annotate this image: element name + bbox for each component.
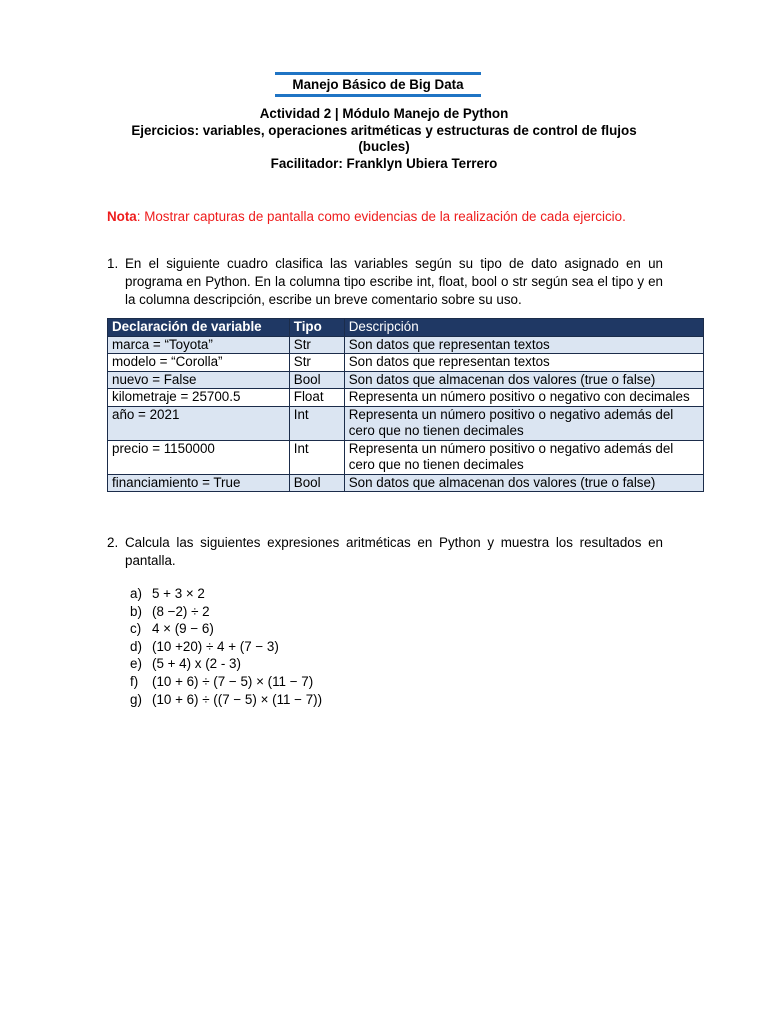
cell-declaration: marca = “Toyota” bbox=[108, 336, 290, 354]
table-row bbox=[108, 406, 704, 440]
column-header-declaration: Declaración de variable bbox=[108, 319, 290, 337]
table-header-row bbox=[108, 319, 704, 337]
cell-declaration: financiamiento = True bbox=[108, 474, 290, 492]
cell-descripcion: Son datos que almacenan dos valores (true o false) bbox=[344, 474, 703, 492]
cell-declaration: kilometraje = 25700.5 bbox=[108, 389, 290, 407]
cell-descripcion: Son datos que representan textos bbox=[344, 336, 703, 354]
expression-label: g) bbox=[130, 691, 142, 707]
expression-label: a) bbox=[130, 586, 142, 601]
question-2-number: 2. bbox=[107, 535, 119, 550]
cell-tipo: Int bbox=[289, 440, 344, 474]
list-item bbox=[130, 585, 530, 603]
question-1-text: En el siguiente cuadro clasifica las variables según su tipo de dato asignado en un programa en Python. En la columna tipo escribe int, float, bool o str según sea el tipo y en la columna descripción, escribe un breve comentario sobre su uso. bbox=[125, 256, 663, 307]
table-row bbox=[108, 474, 704, 492]
table-row bbox=[108, 336, 704, 354]
cell-descripcion: Representa un número positivo o negativo con decimales bbox=[344, 389, 703, 407]
facilitator-line: Facilitador: Franklyn Ubiera Terrero bbox=[270, 155, 498, 171]
expression-list bbox=[130, 585, 530, 708]
cell-tipo: Bool bbox=[289, 371, 344, 389]
expression-label: c) bbox=[130, 621, 142, 637]
note-text: : Mostrar capturas de pantalla como evidencias de la realización de cada ejercicio. bbox=[136, 209, 626, 224]
expression-text: (8 −2) ÷ 2 bbox=[152, 603, 210, 619]
activity-header bbox=[100, 106, 668, 172]
expression-text: (10 + 6) ÷ ((7 − 5) × (11 − 7)) bbox=[152, 691, 323, 707]
exercises-subtitle-cont: (bucles) bbox=[358, 139, 410, 154]
expression-label: f) bbox=[130, 673, 139, 689]
expression-text: 4 × (9 − 6) bbox=[152, 621, 214, 637]
exercises-subtitle: Ejercicios: variables, operaciones aritméticas y estructuras de control de flujos bbox=[131, 122, 637, 138]
cell-declaration: modelo = “Corolla” bbox=[108, 354, 290, 372]
column-header-descripcion: Descripción bbox=[344, 319, 703, 337]
note-label: Nota bbox=[107, 209, 137, 224]
note-paragraph bbox=[107, 208, 707, 225]
cell-descripcion: Representa un número positivo o negativo además del cero que no tienen decimales bbox=[344, 406, 703, 440]
question-2 bbox=[107, 534, 663, 570]
variables-table bbox=[107, 318, 704, 492]
cell-tipo: Str bbox=[289, 354, 344, 372]
question-1 bbox=[107, 255, 663, 309]
cell-descripcion: Son datos que representan textos bbox=[344, 354, 703, 372]
list-item bbox=[130, 603, 530, 621]
list-item bbox=[130, 655, 530, 673]
expression-label: b) bbox=[130, 603, 142, 619]
cell-declaration: año = 2021 bbox=[108, 406, 290, 440]
cell-tipo: Int bbox=[289, 406, 344, 440]
question-2-text: Calcula las siguientes expresiones aritméticas en Python y muestra los resultados en pantalla. bbox=[125, 535, 663, 568]
cell-tipo: Float bbox=[289, 389, 344, 407]
expression-text: (10 +20) ÷ 4 + (7 − 3) bbox=[152, 638, 279, 654]
table-row bbox=[108, 354, 704, 372]
list-item bbox=[130, 620, 530, 638]
list-item bbox=[130, 673, 530, 691]
activity-title: Actividad 2 | Módulo Manejo de Python bbox=[259, 106, 509, 121]
expression-label: e) bbox=[130, 656, 142, 672]
cell-tipo: Bool bbox=[289, 474, 344, 492]
cell-descripcion: Representa un número positivo o negativo además del cero que no tienen decimales bbox=[344, 440, 703, 474]
table-row bbox=[108, 371, 704, 389]
cell-declaration: nuevo = False bbox=[108, 371, 290, 389]
list-item bbox=[130, 638, 530, 656]
table-row bbox=[108, 440, 704, 474]
expression-label: d) bbox=[130, 638, 142, 654]
table-row bbox=[108, 389, 704, 407]
cell-descripcion: Son datos que almacenan dos valores (true o false) bbox=[344, 371, 703, 389]
expression-text: (10 + 6) ÷ (7 − 5) × (11 − 7) bbox=[152, 673, 314, 689]
cell-declaration: precio = 1150000 bbox=[108, 440, 290, 474]
document-title: Manejo Básico de Big Data bbox=[275, 72, 481, 97]
list-item bbox=[130, 691, 530, 709]
question-1-number: 1. bbox=[107, 256, 119, 271]
expression-text: 5 + 3 × 2 bbox=[152, 586, 205, 601]
column-header-tipo: Tipo bbox=[289, 319, 344, 337]
cell-tipo: Str bbox=[289, 336, 344, 354]
expression-text: (5 + 4) x (2 - 3) bbox=[152, 656, 241, 672]
